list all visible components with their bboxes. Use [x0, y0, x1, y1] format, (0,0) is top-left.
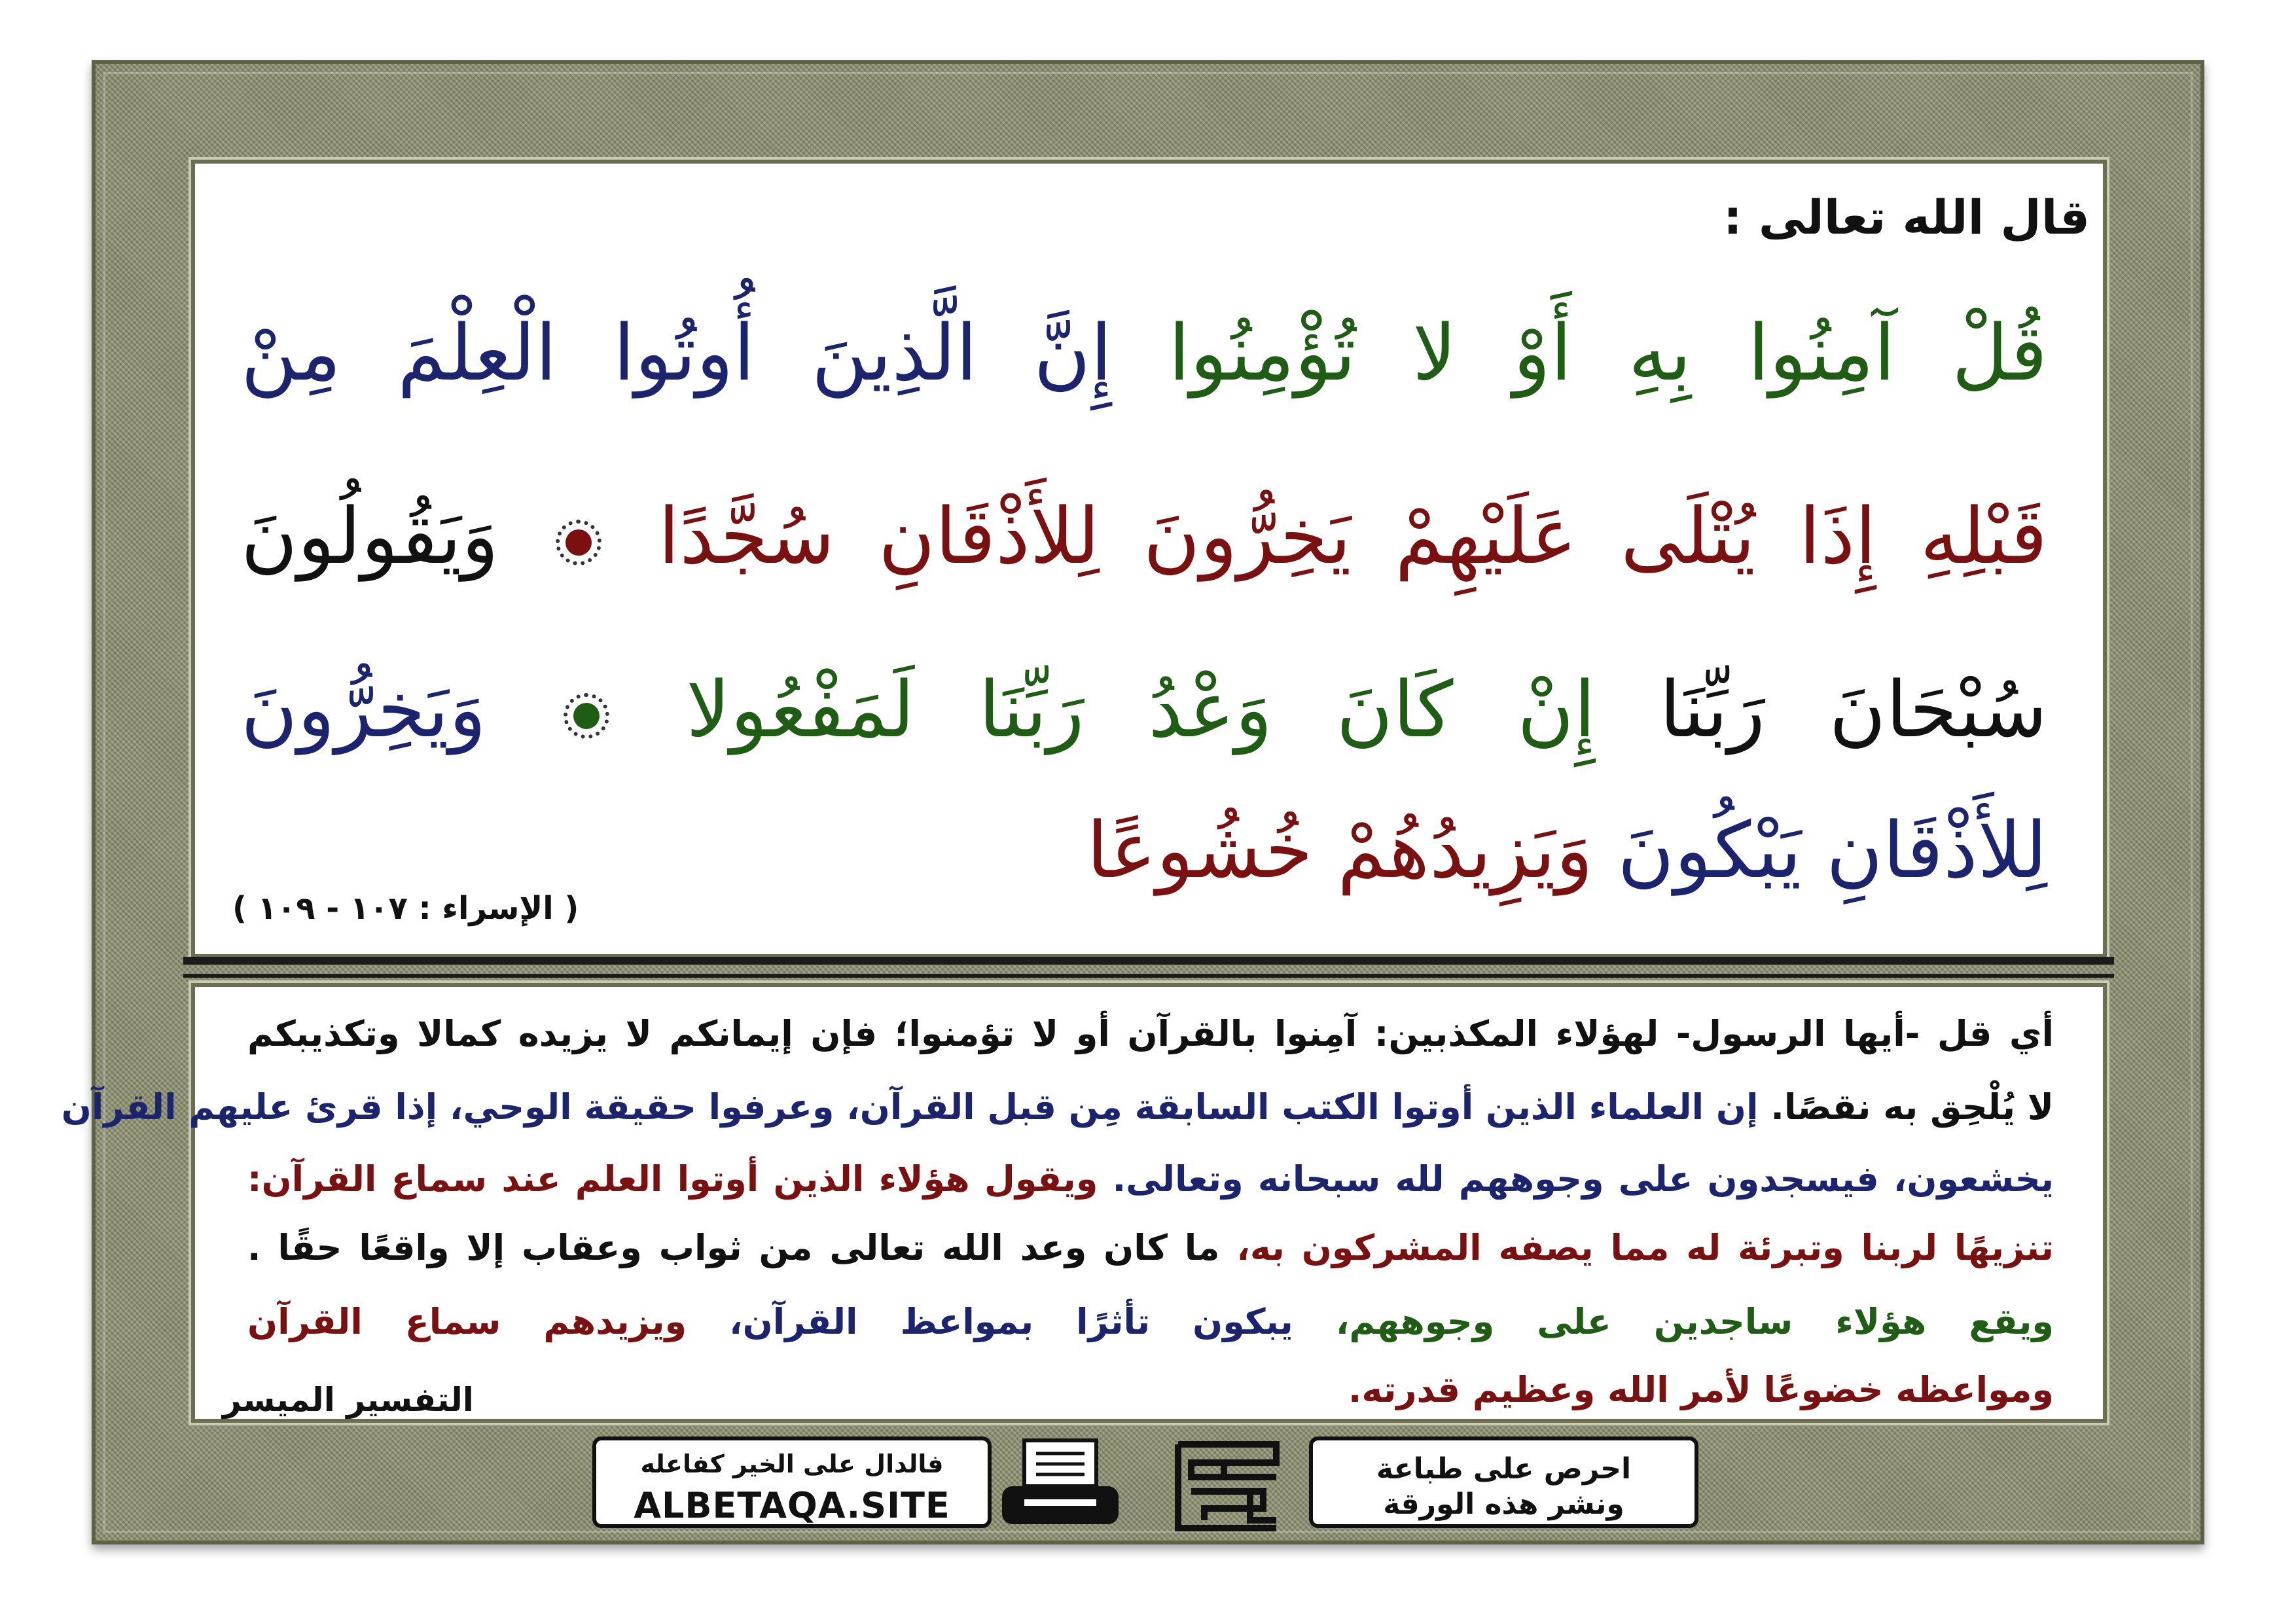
tafsir-segment: يبكون تأثرًا بمواعظ القرآن، — [729, 1301, 1293, 1342]
print-note-box — [1309, 1436, 1698, 1528]
verse-segment: قُلْ آمِنُوا بِهِ أَوْ لا تُؤْمِنُوا — [1168, 308, 2048, 398]
verse-end-marker-green-icon — [564, 693, 609, 739]
verse-end-marker-red-icon — [556, 520, 601, 565]
tafsir-line-4 — [247, 1227, 2054, 1268]
tafsir-segment: إن العلماء الذين أوتوا الكتب السابقة مِن قبل القرآن، وعرفوا حقيقة الوحي، إذا قرئ عليهم القرآن — [61, 1086, 1759, 1128]
tafsir-line-2 — [61, 1086, 2054, 1128]
verse-heading: قال الله تعالى : — [1723, 190, 2090, 245]
verse-segment: وَيَزِيدُهُمْ خُشُوعًا — [1086, 805, 1593, 895]
tafsir-line-5 — [247, 1301, 2054, 1342]
verse-segment: وَيَخِرُّونَ — [241, 664, 486, 755]
divider-line — [183, 957, 2114, 965]
tafsir-segment: تنزيهًا لربنا وتبرئة له مما يصفه المشركون به، — [1236, 1227, 2054, 1268]
footer-saying: فالدال على الخير كفاعله — [640, 1450, 944, 1478]
tafsir-line-3 — [247, 1158, 2054, 1200]
verse-line-3 — [241, 664, 2047, 755]
site-box — [592, 1436, 992, 1528]
tafsir-segment: ومواعظه خضوعًا لأمر الله وعظيم قدرته. — [1348, 1369, 2054, 1410]
verse-segment: وَيَقُولُونَ — [241, 491, 499, 581]
footer-bar — [592, 1436, 1698, 1528]
divider-line-thin — [183, 974, 2114, 978]
verse-segment: إِنَّ الَّذِينَ أُوتُوا الْعِلْمَ مِنْ — [241, 308, 1112, 398]
tafsir-segment: ويقول هؤلاء الذين أوتوا العلم عند سماع القرآن: — [247, 1158, 1098, 1200]
printer-icon — [998, 1436, 1122, 1528]
print-note-line-1: احرص على طباعة — [1376, 1452, 1632, 1486]
tafsir-line-1 — [247, 1013, 2054, 1054]
tafsir-source: التفسير الميسر — [223, 1381, 474, 1419]
verse-line-2 — [241, 491, 2047, 581]
tafsir-segment: يخشعون، فيسجدون على وجوههم لله سبحانه وتعالى. — [1112, 1158, 2054, 1200]
verse-segment: سُبْحَانَ رَبِّنَا — [1659, 664, 2047, 755]
logo-icon — [1172, 1436, 1283, 1535]
verse-line-4 — [241, 805, 2047, 895]
tafsir-line-6 — [247, 1369, 2054, 1410]
verse-reference: ( الإسراء : ١٠٧ - ١٠٩ ) — [232, 890, 579, 927]
verse-segment: قَبْلِهِ إِذَا يُتْلَى عَلَيْهِمْ يَخِرُّونَ لِلأَذْقَانِ سُجَّدًا — [658, 491, 2048, 581]
tafsir-segment: ويقع هؤلاء ساجدين على وجوههم، — [1335, 1301, 2054, 1342]
tafsir-segment: لا يُلْحِق به نقصًا. — [1770, 1086, 2054, 1128]
tafsir-segment: أي قل -أيها الرسول- لهؤلاء المكذبين: آمِنوا بالقرآن أو لا تؤمنوا؛ فإن إيمانكم لا يزيده كمالا وتكذيبكم — [247, 1013, 2054, 1054]
tafsir-segment: ما كان وعد الله تعالى من ثواب وعقاب إلا واقعًا حقًا . — [247, 1227, 1220, 1268]
verse-segment: لِلأَذْقَانِ يَبْكُونَ — [1617, 805, 2047, 895]
print-note-line-2: ونشر هذه الورقة — [1383, 1488, 1624, 1521]
site-link[interactable]: ALBETAQA.SITE — [634, 1485, 950, 1526]
tafsir-segment: ويزيدهم سماع القرآن — [247, 1301, 687, 1342]
verse-line-1 — [241, 308, 2047, 398]
verse-segment: إِنْ كَانَ وَعْدُ رَبِّنَا لَمَفْعُولا — [686, 664, 1596, 755]
